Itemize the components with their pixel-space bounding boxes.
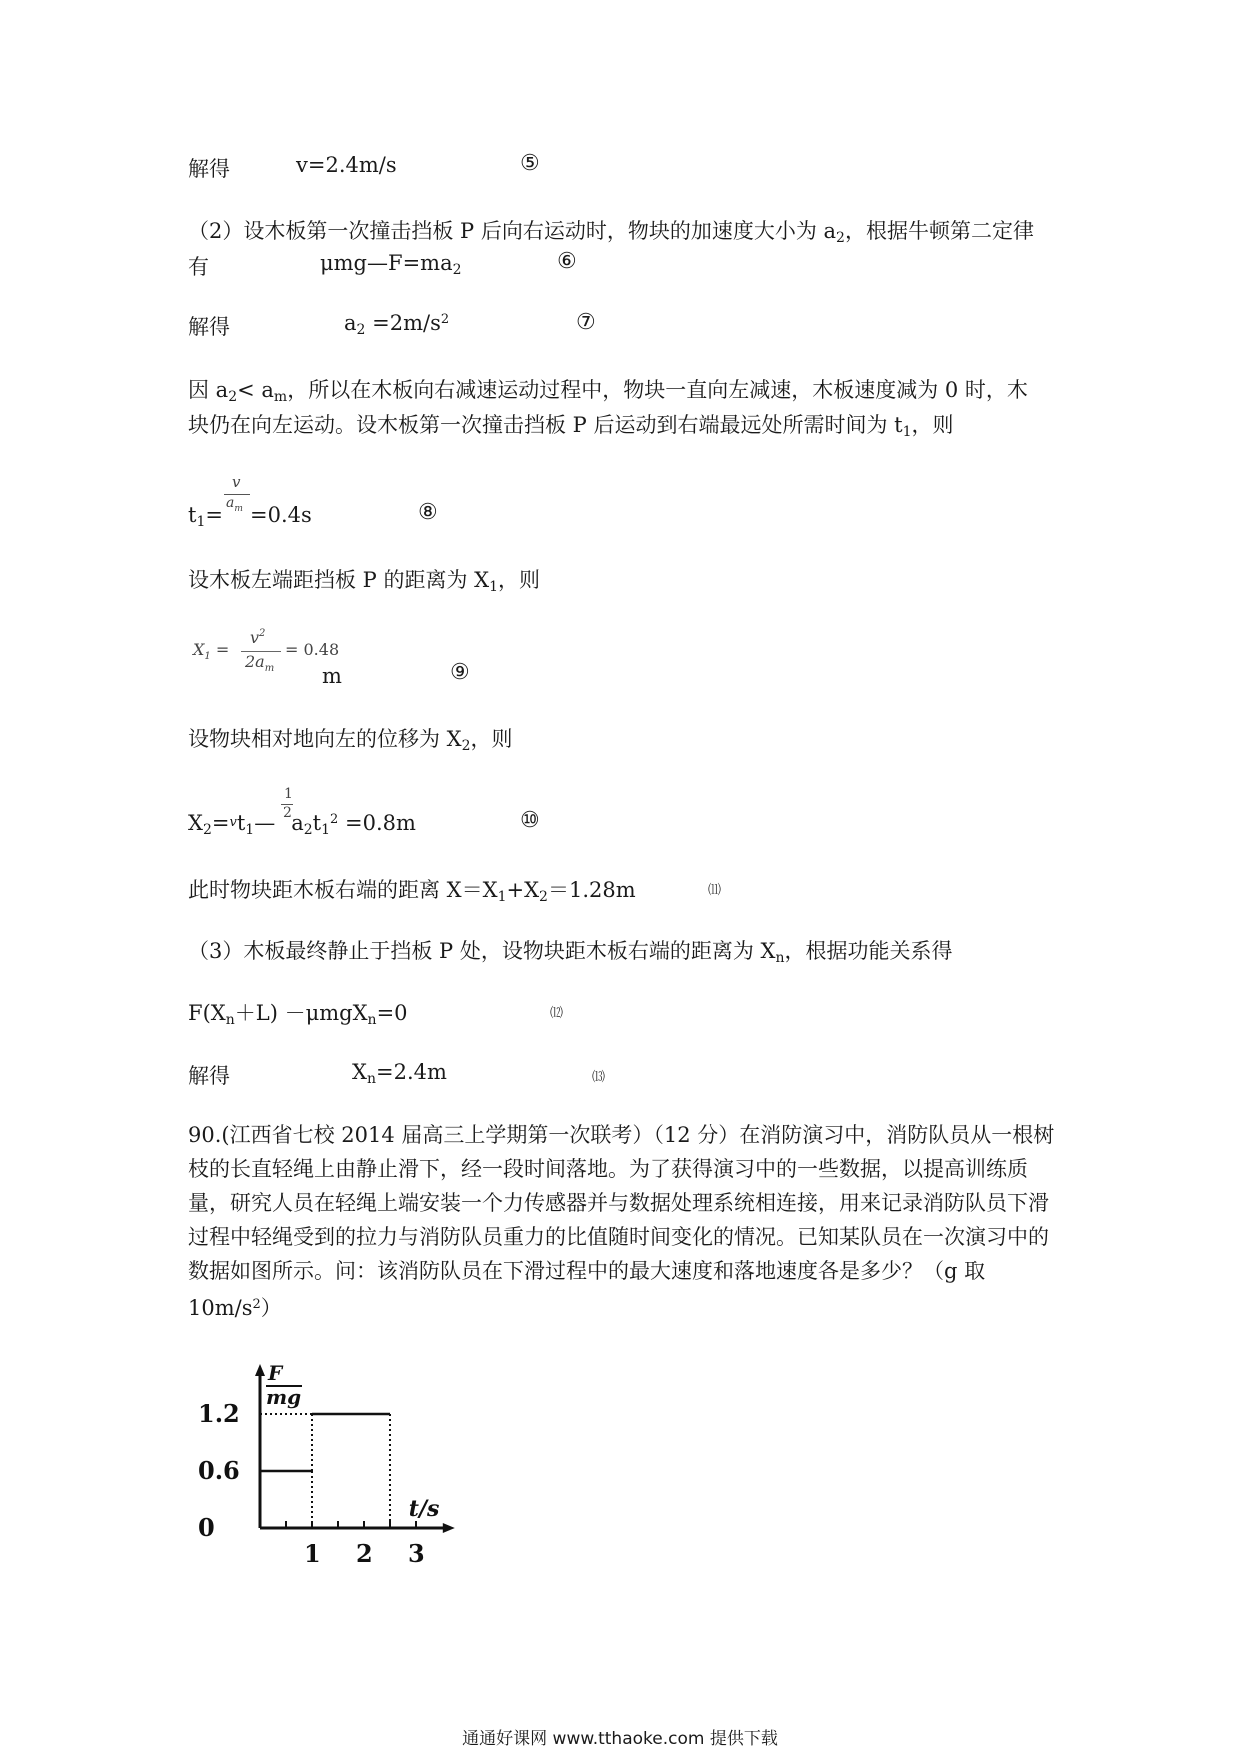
x-tick-label: 1: [304, 1539, 321, 1568]
eq-number-5: ⑤: [520, 151, 540, 176]
eq-8-rhs: =0.4s: [250, 503, 312, 527]
para-2-line2-label: 有: [188, 255, 209, 279]
y-axis-label-num: F: [268, 1361, 283, 1385]
y-tick-label: 0.6: [198, 1456, 240, 1485]
x-axis-arrow: [443, 1523, 455, 1533]
y-tick-label: 0: [198, 1513, 215, 1542]
eq-9-num: $v^2$: [250, 628, 266, 647]
question-90: 90.(江西省七校 2014 届高三上学期第一次联考）（12 分）在消防演习中，消防队员从一根树枝的长直轻绳上由静止滑下，经一段时间落地。为了获得演习中的一些数据，以提高训练质量，研究人员在轻绳上端安装一个力传感器并与数据处理系统相连接，用来记录消防队员下滑过程中轻绳受到的拉力与消防队员重力的比值随时间变化的情况。已知某队员在一次演习中的数据如图所示。问：该消防队员在下滑过程中的最大速度和落地速度各是多少？（g 取 $10m/s^2$）: [188, 1123, 1055, 1320]
x-axis-label: t/s: [408, 1496, 440, 1522]
footer: 通通好课网 www.tthaoke.com 提供下载: [462, 1729, 778, 1749]
frac8-den: $a_m$: [226, 495, 243, 514]
eq-number-12: ⑿: [550, 1006, 564, 1021]
force-ratio-chart: [180, 1360, 500, 1570]
eq-11: 此时物块距木板右端的距离 $X=X_1+X_2=1.28m$: [188, 878, 636, 905]
eq-12: $F(X_n+L) -\mu mgX_n=0$: [188, 1001, 408, 1028]
eq-number-13: ⒀: [592, 1070, 606, 1085]
x-tick-label: 2: [356, 1539, 373, 1568]
para-3-line2: 块仍在向左运动。设木板第一次撞击挡板 P 后运动到右端最远处所需时间为 $t_1$，则: [188, 413, 954, 440]
eq-9-den: $2a_m$: [245, 652, 275, 674]
eq-6: $\mu mg—F=ma_2$: [320, 251, 462, 278]
x-tick-label: 3: [408, 1539, 425, 1568]
y-axis-arrow: [255, 1364, 265, 1376]
eq-13: $X_n=2.4m$: [352, 1060, 447, 1087]
eq-9-lhs: $X_1$ =: [193, 640, 230, 662]
para-5: 设物块相对地向左的位移为 $X_2$，则: [188, 727, 513, 754]
line-13-label: 解得: [188, 1064, 230, 1088]
frac10-den: 2: [283, 805, 292, 821]
para-3-line1: 因 $a_2< a_m$，所以在木板向右减速运动过程中，物块一直向左减速，木板速度减为 0 时，木: [188, 378, 1028, 405]
eq-9-unit: m: [322, 664, 342, 688]
line-5-label: 解得: [188, 157, 230, 181]
eq-8-lhs: $t_1=$: [188, 503, 223, 530]
frac8-num: v: [232, 473, 241, 491]
eq-number-8: ⑧: [418, 500, 438, 525]
eq-number-7: ⑦: [576, 310, 596, 335]
y-tick-label: 1.2: [198, 1399, 240, 1428]
para-2-line1: （2）设木板第一次撞击挡板 P 后向右运动时，物块的加速度大小为 $a_2$，根据牛顿第二定律: [188, 219, 1034, 246]
line-5-eq: v=2.4m/s: [296, 153, 397, 177]
para-4: 设木板左端距挡板 P 的距离为 $X_1$，则: [188, 568, 541, 595]
eq-number-9: ⑨: [450, 660, 470, 685]
eq-10: $X_2=vt_1—$ $a_2t_1^2 =0.8m$: [188, 811, 416, 838]
eq-7: $a_2 =2m/s^2$: [344, 311, 450, 338]
y-axis-label-den: mg: [266, 1385, 302, 1409]
para-6: （3）木板最终静止于挡板 P 处，设物块距木板右端的距离为 $X_n$，根据功能关系得: [188, 939, 953, 966]
eq-9-value: = 0.48: [285, 640, 340, 659]
line-7-label: 解得: [188, 315, 230, 339]
eq-number-11: ⑾: [708, 883, 722, 898]
eq-number-6: ⑥: [557, 249, 577, 274]
eq-number-10: ⑩: [520, 808, 540, 833]
frac10-num: 1: [284, 786, 293, 802]
